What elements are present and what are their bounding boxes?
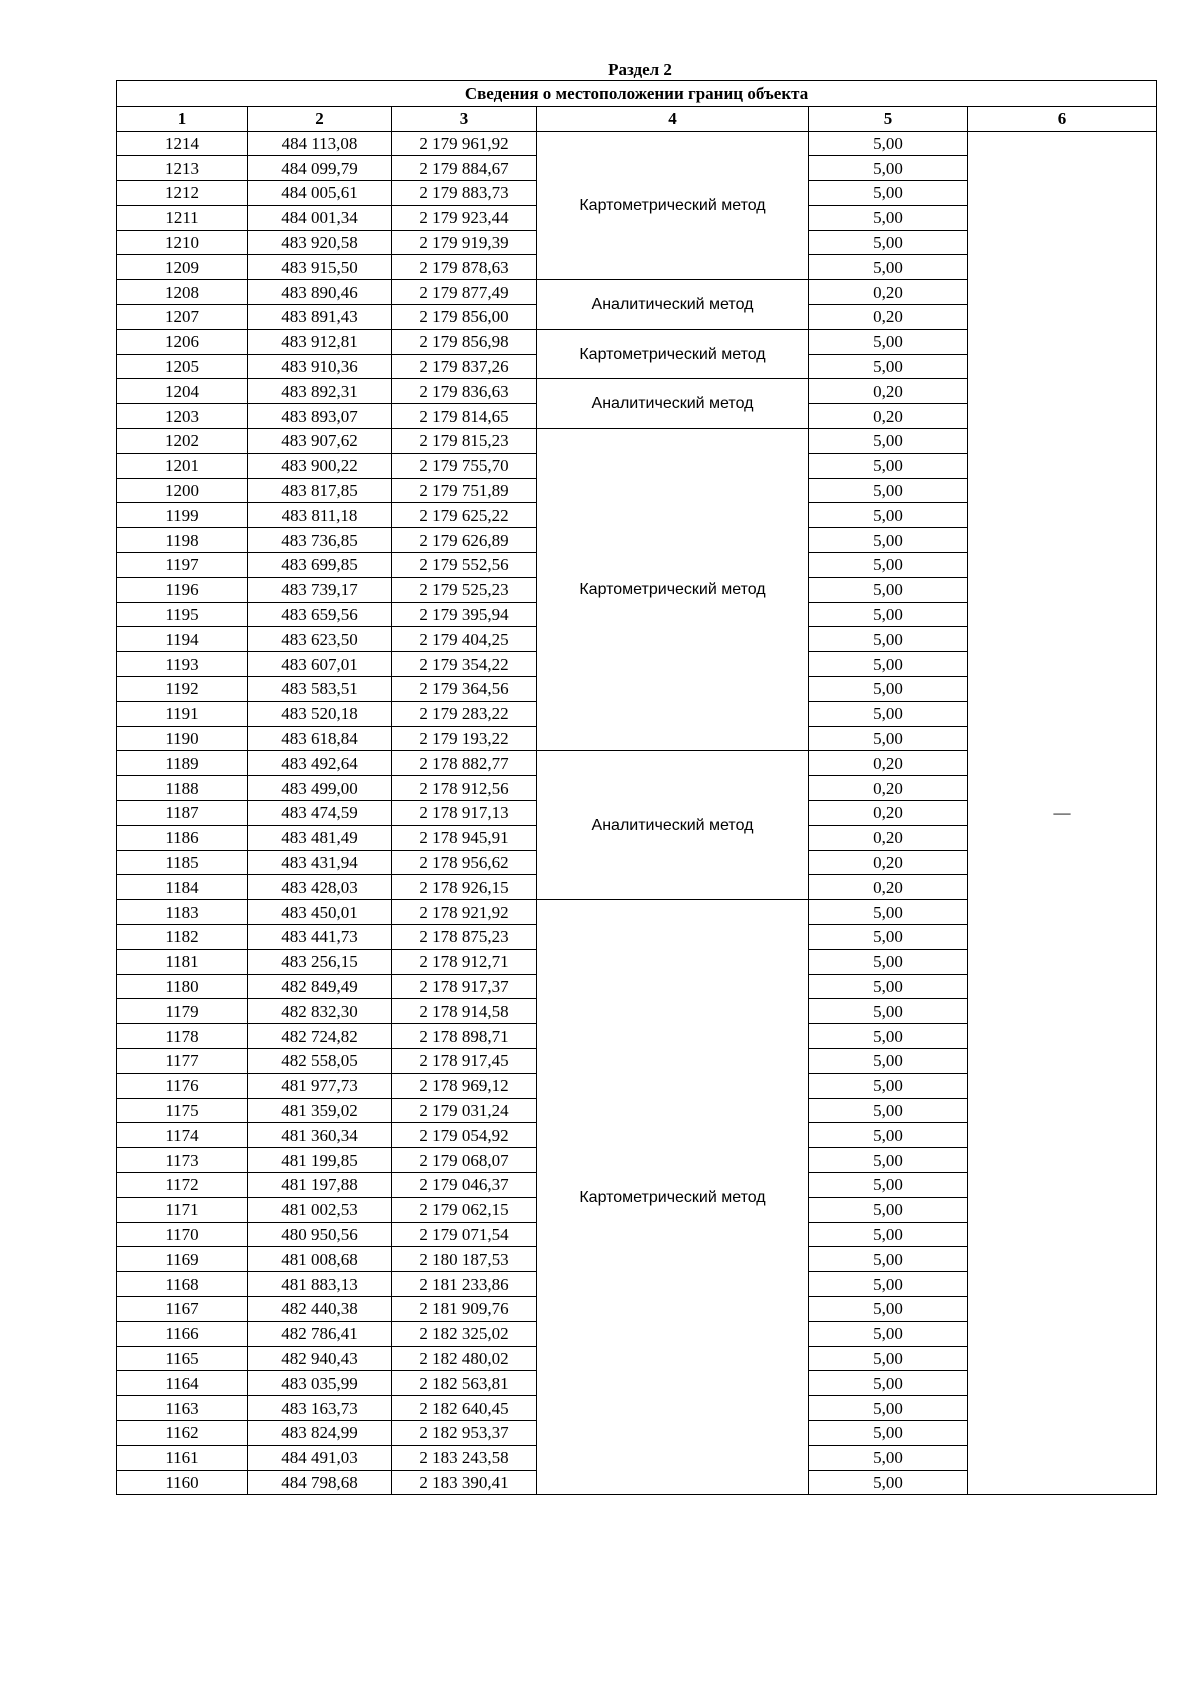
accuracy-cell: 0,20 — [809, 305, 968, 330]
point-number-cell: 1196 — [117, 577, 248, 602]
y-coordinate-cell: 2 179 193,22 — [392, 726, 537, 751]
x-coordinate-cell: 483 441,73 — [248, 925, 392, 950]
x-coordinate-cell: 483 499,00 — [248, 776, 392, 801]
point-number-cell: 1214 — [117, 131, 248, 156]
accuracy-cell: 5,00 — [809, 1024, 968, 1049]
x-coordinate-cell: 483 891,43 — [248, 305, 392, 330]
y-coordinate-cell: 2 179 071,54 — [392, 1222, 537, 1247]
accuracy-cell: 5,00 — [809, 230, 968, 255]
point-number-cell: 1165 — [117, 1346, 248, 1371]
point-number-cell: 1184 — [117, 875, 248, 900]
y-coordinate-cell: 2 178 914,58 — [392, 999, 537, 1024]
y-coordinate-cell: 2 178 912,56 — [392, 776, 537, 801]
y-coordinate-cell: 2 178 921,92 — [392, 900, 537, 925]
accuracy-cell: 5,00 — [809, 1296, 968, 1321]
accuracy-cell: 5,00 — [809, 528, 968, 553]
y-coordinate-cell: 2 179 552,56 — [392, 553, 537, 578]
point-number-cell: 1177 — [117, 1048, 248, 1073]
point-number-cell: 1207 — [117, 305, 248, 330]
accuracy-cell: 5,00 — [809, 627, 968, 652]
y-coordinate-cell: 2 178 917,45 — [392, 1048, 537, 1073]
accuracy-cell: 5,00 — [809, 900, 968, 925]
x-coordinate-cell: 483 607,01 — [248, 652, 392, 677]
y-coordinate-cell: 2 179 626,89 — [392, 528, 537, 553]
point-number-cell: 1179 — [117, 999, 248, 1024]
point-number-cell: 1188 — [117, 776, 248, 801]
y-coordinate-cell: 2 179 751,89 — [392, 478, 537, 503]
point-number-cell: 1185 — [117, 850, 248, 875]
y-coordinate-cell: 2 180 187,53 — [392, 1247, 537, 1272]
point-number-cell: 1195 — [117, 602, 248, 627]
x-coordinate-cell: 482 940,43 — [248, 1346, 392, 1371]
x-coordinate-cell: 483 910,36 — [248, 354, 392, 379]
point-number-cell: 1166 — [117, 1321, 248, 1346]
x-coordinate-cell: 483 811,18 — [248, 503, 392, 528]
y-coordinate-cell: 2 179 046,37 — [392, 1172, 537, 1197]
point-number-cell: 1168 — [117, 1272, 248, 1297]
x-coordinate-cell: 483 699,85 — [248, 553, 392, 578]
accuracy-cell: 5,00 — [809, 999, 968, 1024]
x-coordinate-cell: 482 786,41 — [248, 1321, 392, 1346]
point-number-cell: 1204 — [117, 379, 248, 404]
y-coordinate-cell: 2 179 625,22 — [392, 503, 537, 528]
y-coordinate-cell: 2 181 233,86 — [392, 1272, 537, 1297]
point-number-cell: 1197 — [117, 553, 248, 578]
y-coordinate-cell: 2 179 856,00 — [392, 305, 537, 330]
point-number-cell: 1181 — [117, 949, 248, 974]
x-coordinate-cell: 483 474,59 — [248, 801, 392, 826]
x-coordinate-cell: 481 977,73 — [248, 1073, 392, 1098]
accuracy-cell: 5,00 — [809, 503, 968, 528]
point-number-cell: 1176 — [117, 1073, 248, 1098]
x-coordinate-cell: 481 883,13 — [248, 1272, 392, 1297]
accuracy-cell: 5,00 — [809, 429, 968, 454]
x-coordinate-cell: 481 199,85 — [248, 1148, 392, 1173]
accuracy-cell: 5,00 — [809, 453, 968, 478]
y-coordinate-cell: 2 179 883,73 — [392, 181, 537, 206]
column-number-6: 6 — [968, 106, 1157, 131]
y-coordinate-cell: 2 182 563,81 — [392, 1371, 537, 1396]
x-coordinate-cell: 483 920,58 — [248, 230, 392, 255]
point-number-cell: 1172 — [117, 1172, 248, 1197]
x-coordinate-cell: 481 360,34 — [248, 1123, 392, 1148]
x-coordinate-cell: 482 440,38 — [248, 1296, 392, 1321]
point-number-cell: 1198 — [117, 528, 248, 553]
point-number-cell: 1180 — [117, 974, 248, 999]
point-number-cell: 1190 — [117, 726, 248, 751]
x-coordinate-cell: 483 892,31 — [248, 379, 392, 404]
accuracy-cell: 5,00 — [809, 577, 968, 602]
y-coordinate-cell: 2 178 969,12 — [392, 1073, 537, 1098]
x-coordinate-cell: 483 618,84 — [248, 726, 392, 751]
x-coordinate-cell: 481 359,02 — [248, 1098, 392, 1123]
table-caption: Сведения о местоположении границ объекта — [117, 81, 1157, 107]
point-number-cell: 1174 — [117, 1123, 248, 1148]
point-number-cell: 1167 — [117, 1296, 248, 1321]
section-title: Раздел 2 — [608, 60, 672, 79]
point-number-cell: 1192 — [117, 677, 248, 702]
y-coordinate-cell: 2 183 243,58 — [392, 1445, 537, 1470]
y-coordinate-cell: 2 182 480,02 — [392, 1346, 537, 1371]
table-body — [117, 131, 1157, 1495]
column-number-row — [117, 106, 1157, 131]
x-coordinate-cell: 482 832,30 — [248, 999, 392, 1024]
point-number-cell: 1161 — [117, 1445, 248, 1470]
accuracy-cell: 5,00 — [809, 131, 968, 156]
accuracy-cell: 5,00 — [809, 1048, 968, 1073]
accuracy-cell: 5,00 — [809, 478, 968, 503]
point-number-cell: 1186 — [117, 825, 248, 850]
x-coordinate-cell: 483 900,22 — [248, 453, 392, 478]
accuracy-cell: 5,00 — [809, 553, 968, 578]
x-coordinate-cell: 481 197,88 — [248, 1172, 392, 1197]
point-number-cell: 1212 — [117, 181, 248, 206]
x-coordinate-cell: 483 583,51 — [248, 677, 392, 702]
point-number-cell: 1211 — [117, 205, 248, 230]
y-coordinate-cell: 2 178 912,71 — [392, 949, 537, 974]
y-coordinate-cell: 2 179 525,23 — [392, 577, 537, 602]
x-coordinate-cell: 483 163,73 — [248, 1396, 392, 1421]
x-coordinate-cell: 483 428,03 — [248, 875, 392, 900]
accuracy-cell: 5,00 — [809, 1148, 968, 1173]
method-cell: Картометрический метод — [537, 900, 809, 1495]
x-coordinate-cell: 483 450,01 — [248, 900, 392, 925]
x-coordinate-cell: 483 623,50 — [248, 627, 392, 652]
accuracy-cell: 5,00 — [809, 181, 968, 206]
x-coordinate-cell: 480 950,56 — [248, 1222, 392, 1247]
y-coordinate-cell: 2 179 068,07 — [392, 1148, 537, 1173]
y-coordinate-cell: 2 179 837,26 — [392, 354, 537, 379]
column-number-3: 3 — [392, 106, 537, 131]
point-number-cell: 1175 — [117, 1098, 248, 1123]
accuracy-cell: 5,00 — [809, 1098, 968, 1123]
x-coordinate-cell: 483 659,56 — [248, 602, 392, 627]
accuracy-cell: 5,00 — [809, 1073, 968, 1098]
x-coordinate-cell: 481 008,68 — [248, 1247, 392, 1272]
point-number-cell: 1162 — [117, 1420, 248, 1445]
accuracy-cell: 5,00 — [809, 1346, 968, 1371]
x-coordinate-cell: 482 558,05 — [248, 1048, 392, 1073]
y-coordinate-cell: 2 178 875,23 — [392, 925, 537, 950]
point-number-cell: 1209 — [117, 255, 248, 280]
accuracy-cell: 5,00 — [809, 602, 968, 627]
point-number-cell: 1182 — [117, 925, 248, 950]
boundary-table — [116, 80, 1157, 1495]
table-row — [117, 131, 1157, 156]
accuracy-cell: 5,00 — [809, 974, 968, 999]
accuracy-cell: 5,00 — [809, 1445, 968, 1470]
x-coordinate-cell: 481 002,53 — [248, 1197, 392, 1222]
point-number-cell: 1160 — [117, 1470, 248, 1495]
x-coordinate-cell: 484 005,61 — [248, 181, 392, 206]
accuracy-cell: 5,00 — [809, 1222, 968, 1247]
x-coordinate-cell: 484 491,03 — [248, 1445, 392, 1470]
y-coordinate-cell: 2 179 836,63 — [392, 379, 537, 404]
column-number-2: 2 — [248, 106, 392, 131]
y-coordinate-cell: 2 178 926,15 — [392, 875, 537, 900]
x-coordinate-cell: 483 736,85 — [248, 528, 392, 553]
x-coordinate-cell: 483 520,18 — [248, 701, 392, 726]
column-6-cell: — — [968, 131, 1157, 1495]
method-cell: Аналитический метод — [537, 751, 809, 900]
accuracy-cell: 0,20 — [809, 801, 968, 826]
x-coordinate-cell: 483 739,17 — [248, 577, 392, 602]
y-coordinate-cell: 2 179 354,22 — [392, 652, 537, 677]
x-coordinate-cell: 483 893,07 — [248, 404, 392, 429]
accuracy-cell: 5,00 — [809, 1371, 968, 1396]
point-number-cell: 1164 — [117, 1371, 248, 1396]
method-cell: Картометрический метод — [537, 329, 809, 379]
x-coordinate-cell: 484 113,08 — [248, 131, 392, 156]
x-coordinate-cell: 483 035,99 — [248, 1371, 392, 1396]
accuracy-cell: 0,20 — [809, 825, 968, 850]
y-coordinate-cell: 2 178 917,13 — [392, 801, 537, 826]
y-coordinate-cell: 2 179 877,49 — [392, 280, 537, 305]
accuracy-cell: 5,00 — [809, 949, 968, 974]
x-coordinate-cell: 483 481,49 — [248, 825, 392, 850]
accuracy-cell: 5,00 — [809, 652, 968, 677]
point-number-cell: 1171 — [117, 1197, 248, 1222]
accuracy-cell: 5,00 — [809, 677, 968, 702]
y-coordinate-cell: 2 182 640,45 — [392, 1396, 537, 1421]
point-number-cell: 1203 — [117, 404, 248, 429]
point-number-cell: 1200 — [117, 478, 248, 503]
x-coordinate-cell: 483 915,50 — [248, 255, 392, 280]
x-coordinate-cell: 483 817,85 — [248, 478, 392, 503]
point-number-cell: 1173 — [117, 1148, 248, 1173]
y-coordinate-cell: 2 179 815,23 — [392, 429, 537, 454]
point-number-cell: 1183 — [117, 900, 248, 925]
accuracy-cell: 0,20 — [809, 875, 968, 900]
x-coordinate-cell: 482 849,49 — [248, 974, 392, 999]
point-number-cell: 1206 — [117, 329, 248, 354]
y-coordinate-cell: 2 179 395,94 — [392, 602, 537, 627]
y-coordinate-cell: 2 178 945,91 — [392, 825, 537, 850]
accuracy-cell: 5,00 — [809, 1247, 968, 1272]
y-coordinate-cell: 2 179 031,24 — [392, 1098, 537, 1123]
point-number-cell: 1199 — [117, 503, 248, 528]
point-number-cell: 1205 — [117, 354, 248, 379]
y-coordinate-cell: 2 179 814,65 — [392, 404, 537, 429]
y-coordinate-cell: 2 182 325,02 — [392, 1321, 537, 1346]
x-coordinate-cell: 482 724,82 — [248, 1024, 392, 1049]
accuracy-cell: 5,00 — [809, 726, 968, 751]
point-number-cell: 1193 — [117, 652, 248, 677]
point-number-cell: 1208 — [117, 280, 248, 305]
point-number-cell: 1170 — [117, 1222, 248, 1247]
point-number-cell: 1201 — [117, 453, 248, 478]
point-number-cell: 1163 — [117, 1396, 248, 1421]
y-coordinate-cell: 2 182 953,37 — [392, 1420, 537, 1445]
point-number-cell: 1187 — [117, 801, 248, 826]
y-coordinate-cell: 2 179 364,56 — [392, 677, 537, 702]
accuracy-cell: 0,20 — [809, 404, 968, 429]
accuracy-cell: 5,00 — [809, 1123, 968, 1148]
accuracy-cell: 5,00 — [809, 1420, 968, 1445]
column-number-5: 5 — [809, 106, 968, 131]
point-number-cell: 1213 — [117, 156, 248, 181]
method-cell: Картометрический метод — [537, 429, 809, 751]
y-coordinate-cell: 2 179 884,67 — [392, 156, 537, 181]
accuracy-cell: 5,00 — [809, 205, 968, 230]
y-coordinate-cell: 2 179 755,70 — [392, 453, 537, 478]
accuracy-cell: 5,00 — [809, 329, 968, 354]
column-number-1: 1 — [117, 106, 248, 131]
x-coordinate-cell: 484 798,68 — [248, 1470, 392, 1495]
y-coordinate-cell: 2 179 404,25 — [392, 627, 537, 652]
x-coordinate-cell: 484 001,34 — [248, 205, 392, 230]
y-coordinate-cell: 2 181 909,76 — [392, 1296, 537, 1321]
accuracy-cell: 5,00 — [809, 701, 968, 726]
y-coordinate-cell: 2 179 283,22 — [392, 701, 537, 726]
x-coordinate-cell: 484 099,79 — [248, 156, 392, 181]
method-cell: Картометрический метод — [537, 131, 809, 280]
accuracy-cell: 5,00 — [809, 1172, 968, 1197]
point-number-cell: 1194 — [117, 627, 248, 652]
point-number-cell: 1169 — [117, 1247, 248, 1272]
caption-row — [117, 81, 1157, 107]
point-number-cell: 1202 — [117, 429, 248, 454]
x-coordinate-cell: 483 890,46 — [248, 280, 392, 305]
y-coordinate-cell: 2 179 923,44 — [392, 205, 537, 230]
point-number-cell: 1178 — [117, 1024, 248, 1049]
y-coordinate-cell: 2 178 917,37 — [392, 974, 537, 999]
accuracy-cell: 0,20 — [809, 280, 968, 305]
x-coordinate-cell: 483 912,81 — [248, 329, 392, 354]
x-coordinate-cell: 483 431,94 — [248, 850, 392, 875]
x-coordinate-cell: 483 256,15 — [248, 949, 392, 974]
accuracy-cell: 5,00 — [809, 354, 968, 379]
x-coordinate-cell: 483 907,62 — [248, 429, 392, 454]
accuracy-cell: 5,00 — [809, 1321, 968, 1346]
accuracy-cell: 0,20 — [809, 776, 968, 801]
point-number-cell: 1189 — [117, 751, 248, 776]
accuracy-cell: 5,00 — [809, 1272, 968, 1297]
column-number-4: 4 — [537, 106, 809, 131]
accuracy-cell: 5,00 — [809, 1197, 968, 1222]
accuracy-cell: 5,00 — [809, 925, 968, 950]
y-coordinate-cell: 2 183 390,41 — [392, 1470, 537, 1495]
point-number-cell: 1191 — [117, 701, 248, 726]
accuracy-cell: 5,00 — [809, 1470, 968, 1495]
method-cell: Аналитический метод — [537, 280, 809, 330]
y-coordinate-cell: 2 179 856,98 — [392, 329, 537, 354]
y-coordinate-cell: 2 179 919,39 — [392, 230, 537, 255]
y-coordinate-cell: 2 179 054,92 — [392, 1123, 537, 1148]
x-coordinate-cell: 483 492,64 — [248, 751, 392, 776]
x-coordinate-cell: 483 824,99 — [248, 1420, 392, 1445]
accuracy-cell: 5,00 — [809, 156, 968, 181]
y-coordinate-cell: 2 178 956,62 — [392, 850, 537, 875]
y-coordinate-cell: 2 179 062,15 — [392, 1197, 537, 1222]
y-coordinate-cell: 2 179 961,92 — [392, 131, 537, 156]
accuracy-cell: 0,20 — [809, 850, 968, 875]
method-cell: Аналитический метод — [537, 379, 809, 429]
accuracy-cell: 5,00 — [809, 1396, 968, 1421]
accuracy-cell: 0,20 — [809, 751, 968, 776]
y-coordinate-cell: 2 179 878,63 — [392, 255, 537, 280]
accuracy-cell: 5,00 — [809, 255, 968, 280]
y-coordinate-cell: 2 178 898,71 — [392, 1024, 537, 1049]
point-number-cell: 1210 — [117, 230, 248, 255]
y-coordinate-cell: 2 178 882,77 — [392, 751, 537, 776]
accuracy-cell: 0,20 — [809, 379, 968, 404]
